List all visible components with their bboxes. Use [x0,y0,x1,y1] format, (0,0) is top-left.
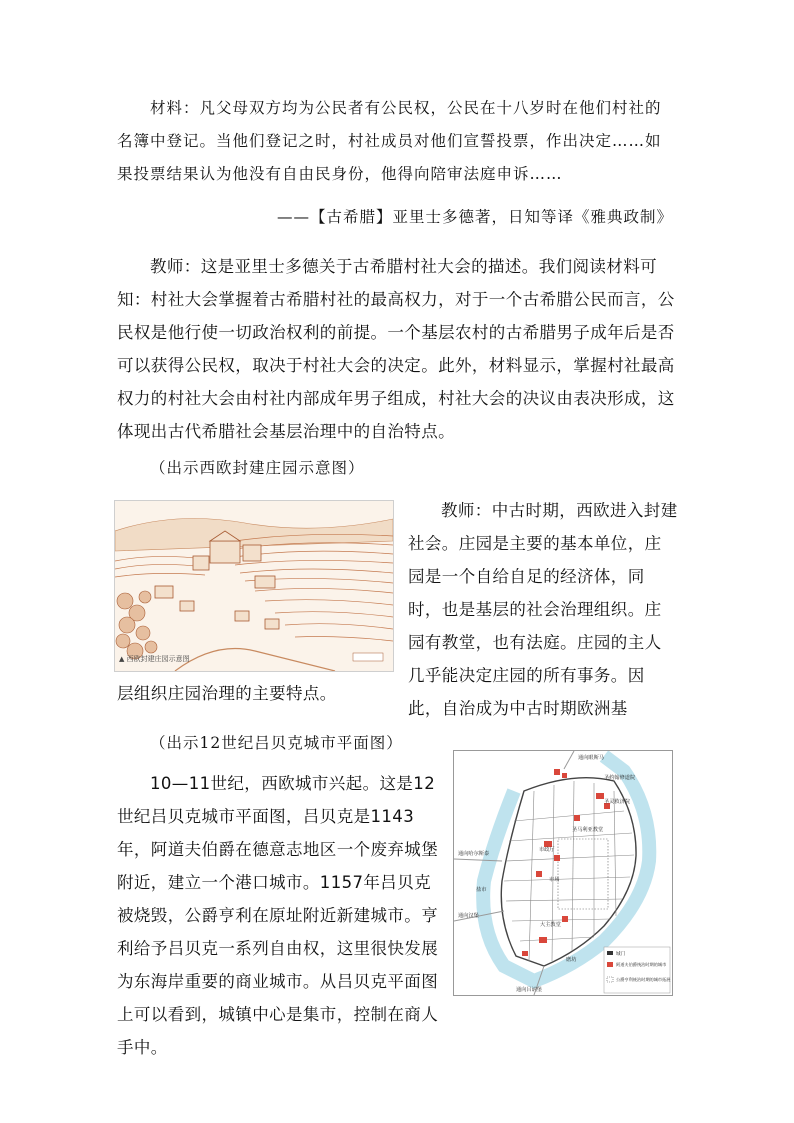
legend-henry: 公爵亨利统治时期的城市拓展 [616,977,671,982]
manor-drawing [115,501,393,671]
map-label-left-road2: 通向汉堡 [458,913,479,919]
map-label-monastery: 圣约翰修道院 [604,775,636,781]
map-label-market: 市场 [549,877,560,883]
legend-gate: 城门 [616,952,626,957]
manor-illustration [114,500,394,672]
map-legend [604,947,671,993]
manor-figure-caption: ▲ 西欧封建庄园示意图 [119,655,190,663]
lubeck-map-drawing [454,751,672,995]
legend-adolf: 阿道夫伯爵统治时期的城市 [616,962,667,967]
paragraph-manor: 教师：中古时期，西欧进入封建社会。庄园是主要的基本单位，庄园是一个自给自足的经济体，同时，也是基层的社会治理组织。庄园有教堂，也有法庭。庄园的主人几乎能决定庄园的所有事务。因此，自治成为中古时期欧洲基 [408,501,678,718]
map-label-top-road: 通向眼斯马 [578,755,604,761]
map-label-bottom-road: 通向吕讷堡 [516,987,542,993]
paragraph-manor-end: 层组织庄园治理的主要特点。 [117,684,337,703]
map-label-cathedral: 大主教堂 [540,922,561,928]
map-label-left-road1: 通向哈尔斯泰 [458,851,490,857]
map-label-salt: 盐市 [476,887,487,893]
lubeck-map [453,750,673,996]
caption-manor: （出示西欧封建庄园示意图） [150,459,365,477]
map-label-council: 市政厅 [539,847,555,853]
caption-lubeck: （出示12世纪吕贝克城市平面图） [150,734,403,752]
paragraph-lubeck: 10—11世纪，西欧城市兴起。这是12世纪吕贝克城市平面图，吕贝克是1143年，阿道夫伯爵在德意志地区一个废弃城堡附近，建立一个港口城市。1157年吕贝克被烧毁，公爵亨利在原址附近新建城市。亨利给予吕贝克一系列自由权，这里很快发展为东海岸重要的商业城市。从吕贝克平面图上可以看到，城镇中心是集市，控制在商人手中。 [117,774,439,1057]
map-label-mill: 磨坊 [566,957,577,963]
material-source: ——【古希腊】亚里士多德著，日知等译《雅典政制》 [277,208,674,226]
paragraph-greek-village: 教师：这是亚里士多德关于古希腊村社大会的描述。我们阅读材料可知：村社大会掌握着古希腊村社的最高权力，对于一个古希腊公民而言，公民权是他行使一切政治权利的前提。一个基层农村的古希腊男子成年后是否可以获得公民权，取决于村社大会的决定。此外，材料显示，掌握村社最高权力的村社大会由村社内部成年男子组成，村社大会的决议由表决形成，这体现出古代希腊社会基层治理中的自治特点。 [117,257,675,441]
material-quote: 材料：凡父母双方均为公民者有公民权，公民在十八岁时在他们村社的名簿中登记。当他们登记之时，村社成员对他们宣誓投票，作出决定……如果投票结果认为他没有自由民身份，他得向陪审法庭申诉…… [117,99,662,183]
map-label-church: 圣马利亚教堂 [572,827,604,833]
map-label-hospital: 圣灵救济院 [604,799,630,805]
